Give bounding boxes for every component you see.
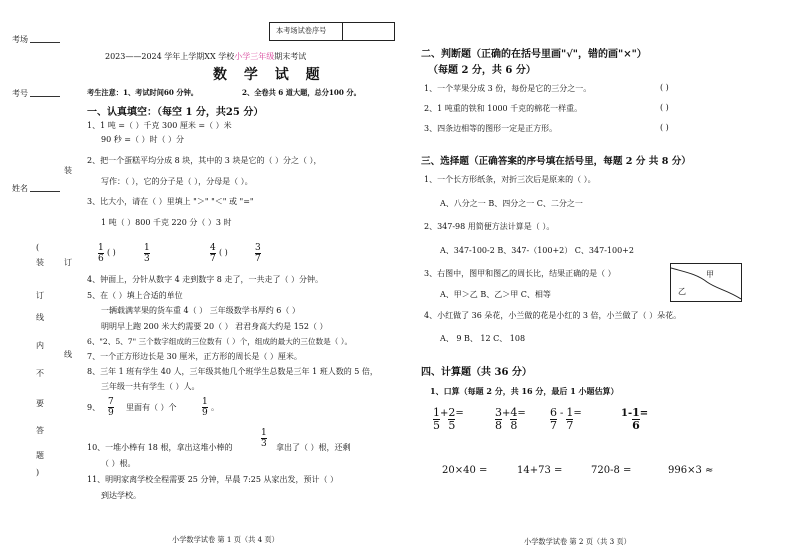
calc-item-6: 14+73 = [517,465,563,476]
judge-paren-1: ( ) [660,83,669,92]
fraction-4-7: 4 7 [210,243,216,264]
exam-room-line [30,42,60,43]
figure-label-jia: 甲 [706,270,714,279]
page2-footer: 小学数学试卷 第 2 页（共 3 页） [524,537,631,546]
binding-char: 题 [36,451,44,460]
judge-item-2: 2、1 吨重的铁和 1000 千克的棉花一样重。 [424,104,583,113]
calc-item-3: $\frac{6}{7}$ - $\frac{1}{7}$ = [550,406,582,432]
binding-zhuang: 装 [64,166,72,175]
section3-heading: 三、选择题（正确答案的序号填在括号里，每题 2 分 共 8 分） [421,156,691,167]
choice-q2: 2、347-98 用简便方法计算是（ ）。 [424,222,555,231]
subject-title: 数 学 试 题 [213,67,326,83]
judge-paren-3: ( ) [660,123,669,132]
exam-title [105,51,306,62]
calc-item-5: 20×40 = [442,465,488,476]
fraction-1-3-q10: 1 3 [261,428,267,449]
perimeter-figure [670,263,742,302]
q7-text: 7、一个正方形边长是 30 厘米，正方形的周长是（ ）厘米。 [87,352,302,361]
student-name-line [30,191,60,192]
q11-line-a: 11、明明家离学校全程需要 25 分钟，早晨 7:25 从家出发，预计（ ） [87,475,339,484]
q11-line-b: 到达学校。 [101,491,141,500]
compare-blank-2: ( ) [219,248,228,257]
q5-text: 5、在（ ）填上合适的单位 [87,291,183,300]
q10-line-b: 拿出了（ ）根，还剩 [276,443,351,452]
section1-heading: 一、认真填空：（每空 1 分，共25 分） [87,107,264,118]
q4-text: 4、钟面上，分针从数字 4 走到数字 8 走了，一共走了（ ）分钟。 [87,275,323,284]
binding-xian: 线 [64,350,72,359]
judge-item-3: 3、四条边相等的图形一定是正方形。 [424,124,558,133]
calc-item-4: 1- $\frac{1}{6}$ = [621,406,649,432]
seat-number-label: 本考场试卷序号 [276,26,327,35]
choice-q3: 3、右图中，图甲和图乙的周长比，结果正确的是（ ） [424,269,616,278]
q2-line-b: 写作：（ ），它的分子是（ ），分母是（ ）。 [101,177,253,186]
binding-ding: 订 [64,258,72,267]
choice-q4: 4、小红做了 36 朵花，小兰做的花是小红的 3 倍，小兰做了（ ）朵花。 [424,311,682,320]
fraction-7-9: 7 9 [108,397,114,418]
binding-char: 要 [36,399,44,408]
exam-title-grade: 小学三年级 [234,52,275,61]
calc-item-8: 996×3 ≈ [668,465,714,476]
q9-text: 里面有（ ）个 [126,403,177,412]
q5-line-b: 明明早上跑 200 米大约需要 20（ ） 君君身高大约是 152（ ） [101,322,328,331]
q3-line-a: 3、比大小，请在（ ）里填上 "＞" "＜" 或 "=" [87,197,254,206]
student-name-label: 姓名 [12,184,28,193]
binding-char: 线 [36,313,44,322]
judge-item-1: 1、一个苹果分成 3 份，每份是它的三分之一。 [424,84,592,93]
exam-note-2: 2、全卷共 6 道大题，总分100 分。 [242,88,361,97]
exam-room-label: 考场 [12,35,28,44]
calc-item-1: $\frac{1}{5}$ + $\frac{2}{5}$ = [433,406,464,432]
fraction-1-9: 1 9 [202,397,208,418]
exam-title-year: 2023——2024 学年上学期XX 学校 [105,52,235,61]
exam-no-label: 考号 [12,89,28,98]
binding-char: 不 [36,369,44,378]
fraction-1-6: 1 6 [98,243,104,264]
choice-q4-options: A、 9 B、 12 C、 108 [440,334,526,343]
choice-q2-options: A、347-100-2 B、347-（100+2） C、347-100+2 [440,246,634,255]
q10-line-a: 10、一堆小棒有 18 根，拿出这堆小棒的 [87,443,233,452]
exam-title-type: 期末考试 [274,52,307,61]
calc-item-7: 720-8 = [591,465,632,476]
exam-no-line [30,96,60,97]
binding-char: 内 [36,341,44,350]
q10-line-c: （ ）根。 [101,459,136,468]
section4-heading: 四、计算题（共 36 分） [421,367,532,378]
fraction-1-3: 1 3 [144,243,150,264]
binding-char: 订 [36,291,44,300]
seat-number-box [269,22,395,41]
compare-blank-1: ( ) [107,248,116,257]
choice-q1: 1、一个长方形纸条，对折三次后是原来的（ ）。 [424,175,596,184]
q5-line-a: 一辆载满苹果的货车重 4（ ） 三年级数学书厚约 6（ ） [101,306,300,315]
page1-footer: 小学数学试卷 第 1 页（共 4 页） [172,535,279,544]
section2-heading-score: （每题 2 分，共 6 分） [428,65,536,76]
section4-subheading: 1、口算（每题 2 分，共 16 分，最后 1 小题估算） [430,386,619,396]
q9-number: 9、 [87,403,101,412]
binding-char: ) [36,468,40,477]
choice-q1-options: A、八分之一 B、四分之一 C、二分之一 [440,199,583,208]
calc-item-2: $\frac{3}{8}$ + $\frac{4}{8}$ = [495,406,526,432]
q8-line-a: 8、三年 1 班有学生 40 人，三年级其他几个班学生总数是三年 1 班人数的 5 倍， [87,367,378,376]
section2-heading: 二、判断题（正确的在括号里画"√"，错的画"×"） [421,49,647,60]
q6-text: 6、"2、5、7" 三个数字组成的三位数有（ ）个，组成的最大的三位数是（ ）。 [87,337,353,346]
exam-note-1: 考生注意：1、考试时间60 分钟。 [87,88,198,97]
q1-line-a: 1、1 吨 =（ ）千克 300 厘米 =（ ）米 [87,121,232,130]
binding-char: 装 [36,258,44,267]
q2-line-a: 2、把一个蛋糕平均分成 8 块，其中的 3 块是它的（ ）分之（ ）， [87,156,322,165]
q8-line-b: 三年级一共有学生（ ）人。 [101,382,200,391]
q9-end: 。 [211,403,219,412]
fraction-3-7: 3 7 [255,243,261,264]
q1-line-b: 90 秒 =（ ）时（ ）分 [101,135,185,144]
binding-char: 答 [36,426,44,435]
binding-char: ( [36,243,40,252]
q3-line-b: 1 吨（ ）800 千克 220 分（ ）3 时 [101,218,232,227]
figure-label-yi: 乙 [678,287,686,296]
judge-paren-2: ( ) [660,103,669,112]
choice-q3-options: A、甲＞乙 B、乙＞甲 C、相等 [440,290,551,299]
